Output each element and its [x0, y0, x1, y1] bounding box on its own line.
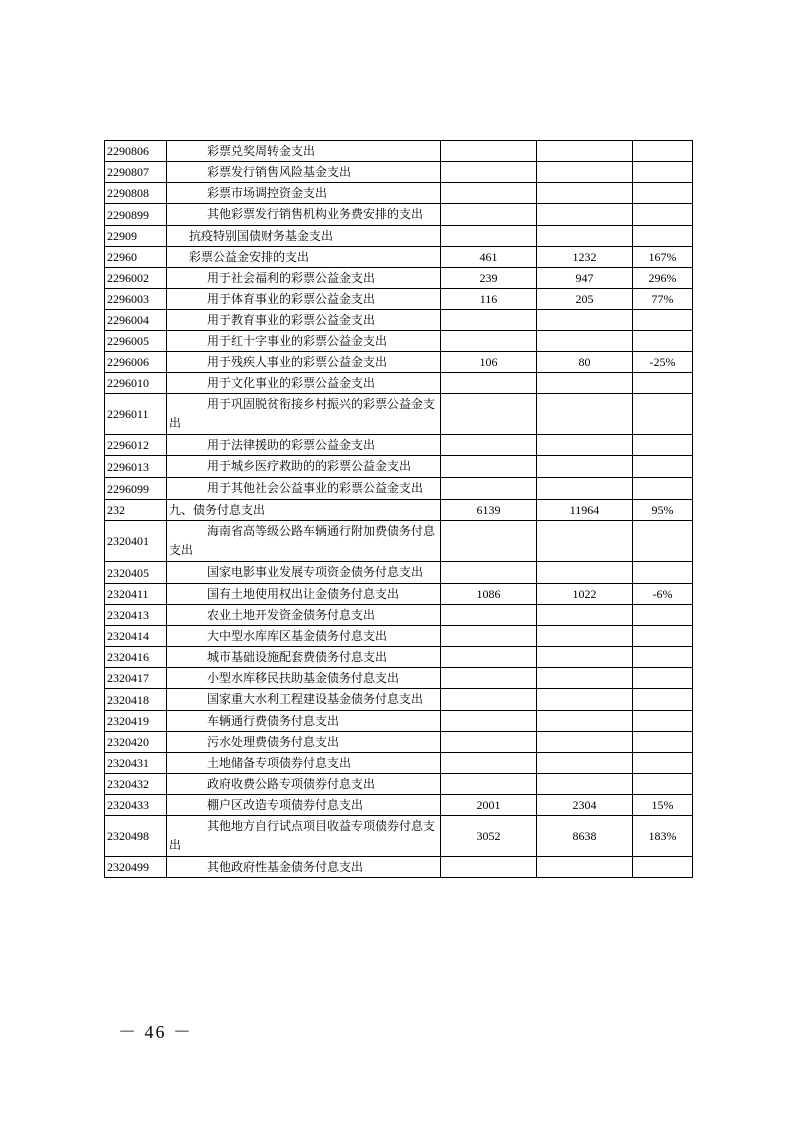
change-percent-cell [633, 647, 693, 668]
value-cell-2 [537, 456, 633, 478]
change-percent-cell [633, 668, 693, 689]
table-row [105, 204, 693, 226]
value-cell-2: 1022 [537, 584, 633, 605]
item-name-cell: 彩票兑奖周转金支出 [167, 141, 441, 162]
item-name-cell: 用于城乡医疗救助的的彩票公益金支出 [167, 456, 441, 478]
change-percent-cell: -6% [633, 584, 693, 605]
value-cell-2 [537, 435, 633, 456]
value-cell-2 [537, 183, 633, 204]
table-row [105, 753, 693, 774]
code-cell: 2320401 [105, 521, 167, 562]
code-cell: 2320405 [105, 562, 167, 584]
value-cell-1 [441, 456, 537, 478]
value-cell-1: 239 [441, 268, 537, 289]
item-name-cell: 棚户区改造专项债券付息支出 [167, 795, 441, 816]
value-cell-1 [441, 647, 537, 668]
value-cell-2 [537, 689, 633, 711]
table-row [105, 456, 693, 478]
page-number: － 46 － [118, 1022, 193, 1042]
table-row [105, 562, 693, 584]
code-cell: 2296011 [105, 394, 167, 435]
code-cell: 22960 [105, 247, 167, 268]
table-row [105, 394, 693, 435]
code-cell: 2320413 [105, 605, 167, 626]
value-cell-1: 2001 [441, 795, 537, 816]
code-cell: 2320418 [105, 689, 167, 711]
item-name-cell: 用于法律援助的彩票公益金支出 [167, 435, 441, 456]
change-percent-cell [633, 711, 693, 732]
value-cell-1: 106 [441, 352, 537, 373]
item-name-cell: 小型水库移民扶助基金债务付息支出 [167, 668, 441, 689]
item-name-cell: 车辆通行费债务付息支出 [167, 711, 441, 732]
value-cell-2 [537, 226, 633, 247]
value-cell-1 [441, 562, 537, 584]
item-name-cell: 政府收费公路专项债券付息支出 [167, 774, 441, 795]
value-cell-1 [441, 605, 537, 626]
value-cell-1 [441, 626, 537, 647]
code-cell: 2296013 [105, 456, 167, 478]
change-percent-cell [633, 456, 693, 478]
change-percent-cell: 15% [633, 795, 693, 816]
item-name-cell: 国家电影事业发展专项资金债务付息支出 [167, 562, 441, 584]
table-row [105, 141, 693, 162]
value-cell-1: 461 [441, 247, 537, 268]
value-cell-2 [537, 774, 633, 795]
item-name-cell: 彩票公益金安排的支出 [167, 247, 441, 268]
budget-table-body [105, 141, 693, 878]
table-row [105, 289, 693, 310]
budget-table [104, 140, 693, 878]
change-percent-cell [633, 183, 693, 204]
code-cell: 2296004 [105, 310, 167, 331]
item-name-cell: 农业土地开发资金债务付息支出 [167, 605, 441, 626]
value-cell-2 [537, 521, 633, 562]
value-cell-1 [441, 183, 537, 204]
code-cell: 2296012 [105, 435, 167, 456]
code-cell: 2290806 [105, 141, 167, 162]
value-cell-2: 1232 [537, 247, 633, 268]
value-cell-2: 2304 [537, 795, 633, 816]
value-cell-1 [441, 857, 537, 878]
value-cell-2 [537, 162, 633, 183]
code-cell: 2320432 [105, 774, 167, 795]
table-row [105, 732, 693, 753]
item-name-cell: 用于其他社会公益事业的彩票公益金支出 [167, 478, 441, 500]
table-row [105, 668, 693, 689]
table-row [105, 435, 693, 456]
value-cell-2 [537, 562, 633, 584]
table-row [105, 373, 693, 394]
value-cell-1 [441, 394, 537, 435]
value-cell-1 [441, 711, 537, 732]
value-cell-2 [537, 310, 633, 331]
table-row [105, 310, 693, 331]
value-cell-1 [441, 774, 537, 795]
code-cell: 2320499 [105, 857, 167, 878]
code-cell: 2290808 [105, 183, 167, 204]
value-cell-1: 116 [441, 289, 537, 310]
value-cell-1 [441, 226, 537, 247]
code-cell: 2296003 [105, 289, 167, 310]
change-percent-cell [633, 774, 693, 795]
item-name-cell: 彩票发行销售风险基金支出 [167, 162, 441, 183]
change-percent-cell: -25% [633, 352, 693, 373]
change-percent-cell [633, 753, 693, 774]
value-cell-1 [441, 435, 537, 456]
table-row [105, 478, 693, 500]
change-percent-cell [633, 373, 693, 394]
item-name-cell: 大中型水库库区基金债务付息支出 [167, 626, 441, 647]
change-percent-cell [633, 732, 693, 753]
item-name-cell: 土地储备专项债券付息支出 [167, 753, 441, 774]
code-cell: 2320420 [105, 732, 167, 753]
table-row [105, 183, 693, 204]
table-row [105, 647, 693, 668]
value-cell-1 [441, 204, 537, 226]
change-percent-cell [633, 331, 693, 352]
item-name-cell: 用于巩固脱贫衔接乡村振兴的彩票公益金支出 [167, 394, 441, 435]
code-cell: 2320419 [105, 711, 167, 732]
code-cell: 2320416 [105, 647, 167, 668]
item-name-cell: 海南省高等级公路车辆通行附加费债务付息支出 [167, 521, 441, 562]
table-row [105, 521, 693, 562]
change-percent-cell: 167% [633, 247, 693, 268]
change-percent-cell: 77% [633, 289, 693, 310]
item-name-cell: 抗疫特别国债财务基金支出 [167, 226, 441, 247]
value-cell-2 [537, 478, 633, 500]
value-cell-1 [441, 689, 537, 711]
value-cell-2 [537, 373, 633, 394]
table-row [105, 605, 693, 626]
value-cell-2 [537, 711, 633, 732]
item-name-cell: 国有土地使用权出让金债务付息支出 [167, 584, 441, 605]
table-row [105, 500, 693, 521]
change-percent-cell: 183% [633, 816, 693, 857]
table-row [105, 689, 693, 711]
value-cell-1: 1086 [441, 584, 537, 605]
value-cell-2: 80 [537, 352, 633, 373]
value-cell-2 [537, 204, 633, 226]
item-name-cell: 其他彩票发行销售机构业务费安排的支出 [167, 204, 441, 226]
change-percent-cell [633, 394, 693, 435]
value-cell-1 [441, 141, 537, 162]
change-percent-cell [633, 310, 693, 331]
change-percent-cell [633, 521, 693, 562]
code-cell: 2320431 [105, 753, 167, 774]
value-cell-1: 3052 [441, 816, 537, 857]
value-cell-1 [441, 521, 537, 562]
code-cell: 2320411 [105, 584, 167, 605]
code-cell: 2296002 [105, 268, 167, 289]
code-cell: 232 [105, 500, 167, 521]
value-cell-2: 11964 [537, 500, 633, 521]
item-name-cell: 彩票市场调控资金支出 [167, 183, 441, 204]
change-percent-cell [633, 857, 693, 878]
item-name-cell: 用于残疾人事业的彩票公益金支出 [167, 352, 441, 373]
change-percent-cell [633, 435, 693, 456]
value-cell-2 [537, 857, 633, 878]
value-cell-2 [537, 394, 633, 435]
value-cell-1 [441, 331, 537, 352]
value-cell-2 [537, 626, 633, 647]
item-name-cell: 其他政府性基金债务付息支出 [167, 857, 441, 878]
change-percent-cell [633, 141, 693, 162]
table-row [105, 247, 693, 268]
item-name-cell: 国家重大水利工程建设基金债务付息支出 [167, 689, 441, 711]
value-cell-2 [537, 331, 633, 352]
code-cell: 2296006 [105, 352, 167, 373]
table-row [105, 711, 693, 732]
code-cell: 2320414 [105, 626, 167, 647]
item-name-cell: 用于文化事业的彩票公益金支出 [167, 373, 441, 394]
code-cell: 2320417 [105, 668, 167, 689]
value-cell-1 [441, 732, 537, 753]
change-percent-cell [633, 562, 693, 584]
table-row [105, 857, 693, 878]
table-row [105, 795, 693, 816]
value-cell-1 [441, 310, 537, 331]
value-cell-2: 205 [537, 289, 633, 310]
table-row [105, 816, 693, 857]
value-cell-2 [537, 605, 633, 626]
change-percent-cell [633, 605, 693, 626]
item-name-cell: 用于红十字事业的彩票公益金支出 [167, 331, 441, 352]
value-cell-1 [441, 753, 537, 774]
value-cell-1 [441, 668, 537, 689]
code-cell: 2320498 [105, 816, 167, 857]
change-percent-cell [633, 689, 693, 711]
table-row [105, 626, 693, 647]
code-cell: 2290899 [105, 204, 167, 226]
change-percent-cell: 95% [633, 500, 693, 521]
code-cell: 2290807 [105, 162, 167, 183]
value-cell-1 [441, 162, 537, 183]
item-name-cell: 城市基础设施配套费债务付息支出 [167, 647, 441, 668]
value-cell-2 [537, 753, 633, 774]
value-cell-1 [441, 373, 537, 394]
table-row [105, 162, 693, 183]
change-percent-cell [633, 478, 693, 500]
table-row [105, 226, 693, 247]
change-percent-cell [633, 626, 693, 647]
table-row [105, 774, 693, 795]
value-cell-2 [537, 668, 633, 689]
value-cell-1: 6139 [441, 500, 537, 521]
table-row [105, 268, 693, 289]
value-cell-2 [537, 141, 633, 162]
code-cell: 2296099 [105, 478, 167, 500]
item-name-cell: 用于教育事业的彩票公益金支出 [167, 310, 441, 331]
value-cell-2 [537, 732, 633, 753]
change-percent-cell [633, 162, 693, 183]
change-percent-cell [633, 204, 693, 226]
table-row [105, 331, 693, 352]
item-name-cell: 用于体育事业的彩票公益金支出 [167, 289, 441, 310]
item-name-cell: 用于社会福利的彩票公益金支出 [167, 268, 441, 289]
item-name-cell: 其他地方自行试点项目收益专项债券付息支出 [167, 816, 441, 857]
item-name-cell: 九、债务付息支出 [167, 500, 441, 521]
change-percent-cell [633, 226, 693, 247]
table-row [105, 584, 693, 605]
value-cell-1 [441, 478, 537, 500]
code-cell: 2320433 [105, 795, 167, 816]
value-cell-2: 947 [537, 268, 633, 289]
table-row [105, 352, 693, 373]
code-cell: 22909 [105, 226, 167, 247]
value-cell-2: 8638 [537, 816, 633, 857]
code-cell: 2296010 [105, 373, 167, 394]
change-percent-cell: 296% [633, 268, 693, 289]
item-name-cell: 污水处理费债务付息支出 [167, 732, 441, 753]
value-cell-2 [537, 647, 633, 668]
code-cell: 2296005 [105, 331, 167, 352]
